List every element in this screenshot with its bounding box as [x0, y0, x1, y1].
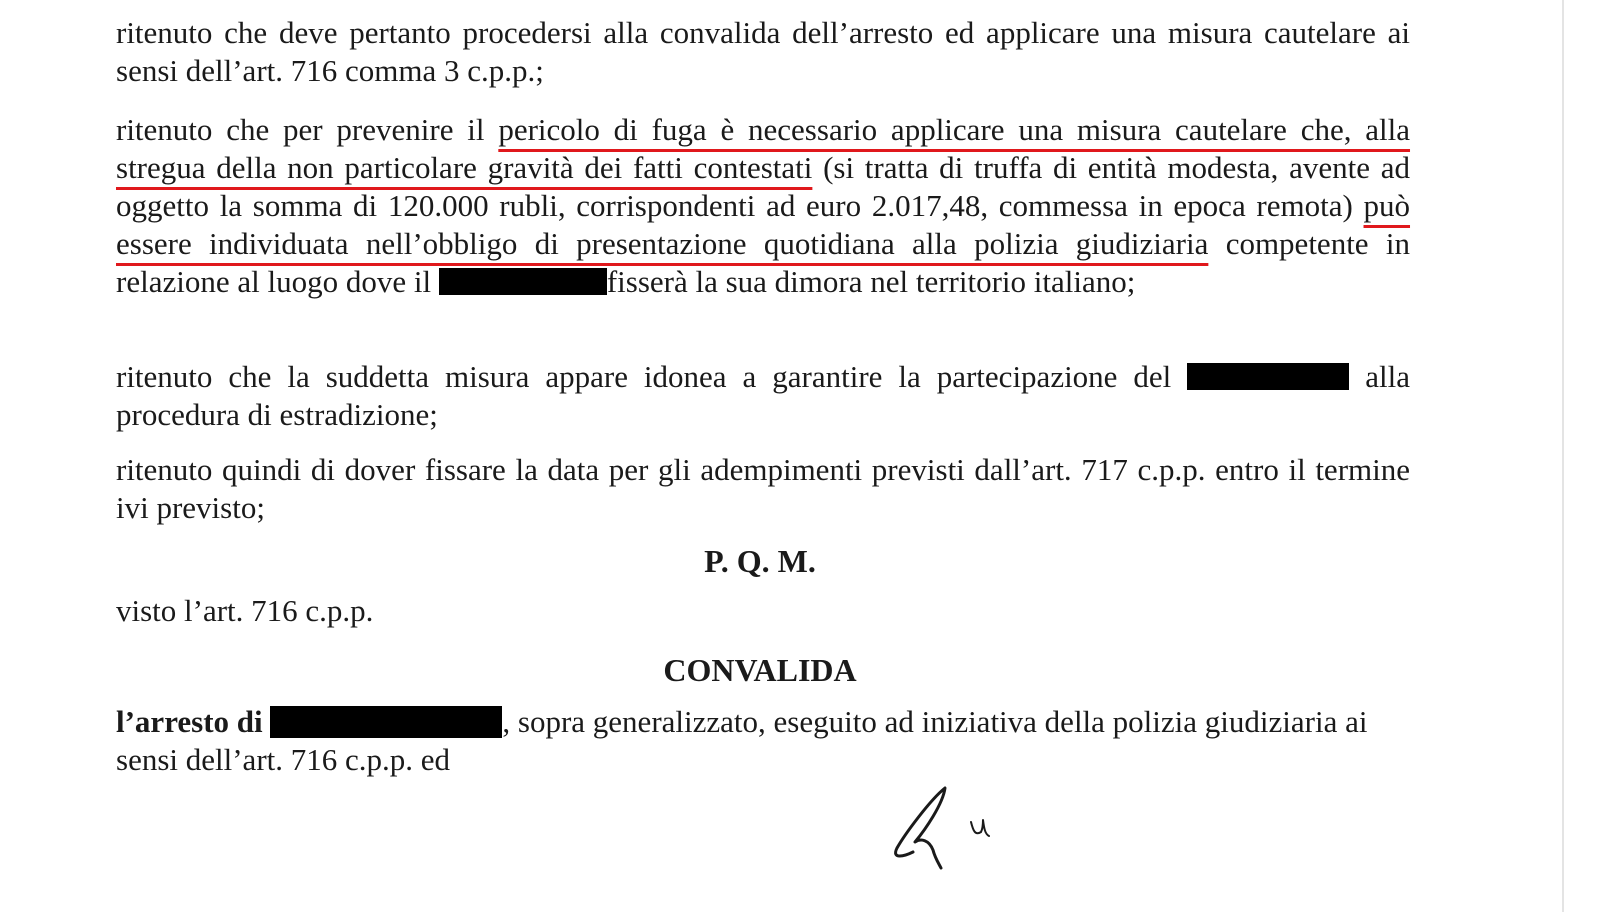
paragraph-text: , sopra generalizzato, eseguito ad iniziativa della polizia giudiziaria ai sensi dell’art. 716 c.p.p. ed	[116, 704, 1368, 777]
paragraph-text: ritenuto che la suddetta misura appare idonea a garantire la partecipazione del	[116, 359, 1172, 394]
underlined-passage: può essere individuata nell’obbligo di presentazione quotidiana alla polizia giudiziaria	[116, 188, 1411, 261]
redacted-name	[439, 268, 607, 295]
paragraph-text: ritenuto che deve pertanto procedersi alla convalida dell’arresto ed applicare una misura cautelare ai sensi dell’art. 716 comma 3 c.p.p.;	[116, 15, 1410, 88]
redacted-name	[1187, 363, 1349, 390]
paragraph-text: competente in relazione al luogo dove il	[116, 226, 1410, 299]
paragraph-convalida-arresto	[116, 14, 1410, 90]
paragraph-text: alla procedura di estradizione;	[116, 359, 1411, 432]
paragraph-visto	[116, 592, 1410, 630]
paragraph-text: fisserà la sua dimora nel territorio italiano;	[606, 264, 1136, 299]
paragraph-pericolo-fuga	[116, 111, 1410, 301]
redacted-name	[270, 706, 502, 738]
bold-lead-text: l’arresto di	[116, 704, 263, 739]
paragraph-text: (si tratta di truffa di entità modesta, avente ad oggetto la somma di 120.000 rubli, corrispondenti ad euro 2.017,48, commessa in epoca remota)	[116, 150, 1410, 223]
paragraph-misura-idonea	[116, 358, 1410, 434]
heading-convalida: CONVALIDA	[663, 652, 857, 688]
paragraph-arresto	[116, 703, 1416, 779]
paragraph-text: visto l’art. 716 c.p.p.	[116, 593, 374, 628]
underlined-passage: pericolo di fuga è necessario applicare una misura cautelare che, alla stregua della non particolare gravità dei fatti contestati	[116, 112, 1411, 185]
paragraph-text: ritenuto che per prevenire il	[116, 112, 485, 147]
heading-pqm: P. Q. M.	[704, 543, 816, 579]
paragraph-text: ritenuto quindi di dover fissare la data per gli adempimenti previsti dall’art. 717 c.p.p. entro il termine ivi previsto;	[116, 452, 1410, 525]
paragraph-fissare-data	[116, 451, 1410, 527]
page-edge-divider	[1562, 0, 1564, 912]
handwritten-initials	[885, 780, 1005, 880]
